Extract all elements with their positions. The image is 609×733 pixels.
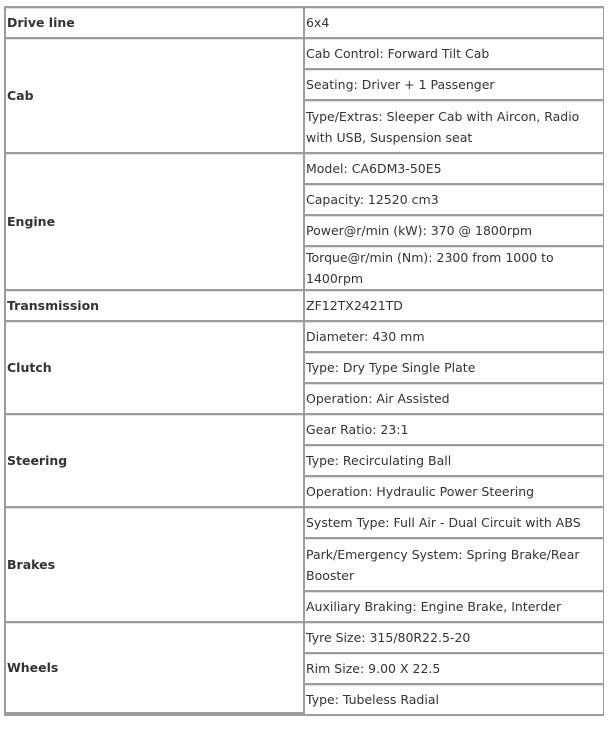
spec-value: Operation: Hydraulic Power Steering <box>305 477 603 508</box>
spec-value: Type: Tubeless Radial <box>305 685 603 714</box>
spec-table <box>4 6 604 716</box>
spec-value: Seating: Driver + 1 Passenger <box>305 70 603 101</box>
spec-value: Torque@r/min (Nm): 2300 from 1000 to 1400rpm <box>305 247 603 291</box>
spec-value: Park/Emergency System: Spring Brake/Rear Booster <box>305 539 603 592</box>
spec-category: Cab <box>6 39 305 154</box>
spec-category: Wheels <box>6 623 305 714</box>
spec-value: Capacity: 12520 cm3 <box>305 185 603 216</box>
spec-value: Operation: Air Assisted <box>305 384 603 415</box>
spec-row-engine <box>6 154 603 185</box>
spec-row-clutch <box>6 322 603 353</box>
spec-value: Tyre Size: 315/80R22.5-20 <box>305 623 603 654</box>
spec-category: Transmission <box>6 291 305 322</box>
spec-value: Diameter: 430 mm <box>305 322 603 353</box>
spec-category: Brakes <box>6 508 305 623</box>
spec-value: Type/Extras: Sleeper Cab with Aircon, Radio with USB, Suspension seat <box>305 101 603 154</box>
spec-row-drive-line <box>6 8 603 39</box>
spec-category: Drive line <box>6 8 305 39</box>
spec-value: Auxiliary Braking: Engine Brake, Interder <box>305 592 603 623</box>
spec-value: Gear Ratio: 23:1 <box>305 415 603 446</box>
spec-value: Power@r/min (kW): 370 @ 1800rpm <box>305 216 603 247</box>
spec-category: Clutch <box>6 322 305 415</box>
spec-value: Cab Control: Forward Tilt Cab <box>305 39 603 70</box>
spec-category: Steering <box>6 415 305 508</box>
spec-row-steering <box>6 415 603 446</box>
spec-row-cab <box>6 39 603 70</box>
spec-row-transmission <box>6 291 603 322</box>
spec-row-brakes <box>6 508 603 539</box>
spec-value: System Type: Full Air - Dual Circuit with ABS <box>305 508 603 539</box>
spec-value: 6x4 <box>305 8 603 39</box>
spec-value: Type: Dry Type Single Plate <box>305 353 603 384</box>
spec-value: Type: Recirculating Ball <box>305 446 603 477</box>
spec-value: ZF12TX2421TD <box>305 291 603 322</box>
spec-row-wheels <box>6 623 603 654</box>
spec-value: Rim Size: 9.00 X 22.5 <box>305 654 603 685</box>
spec-value: Model: CA6DM3-50E5 <box>305 154 603 185</box>
spec-category: Engine <box>6 154 305 291</box>
